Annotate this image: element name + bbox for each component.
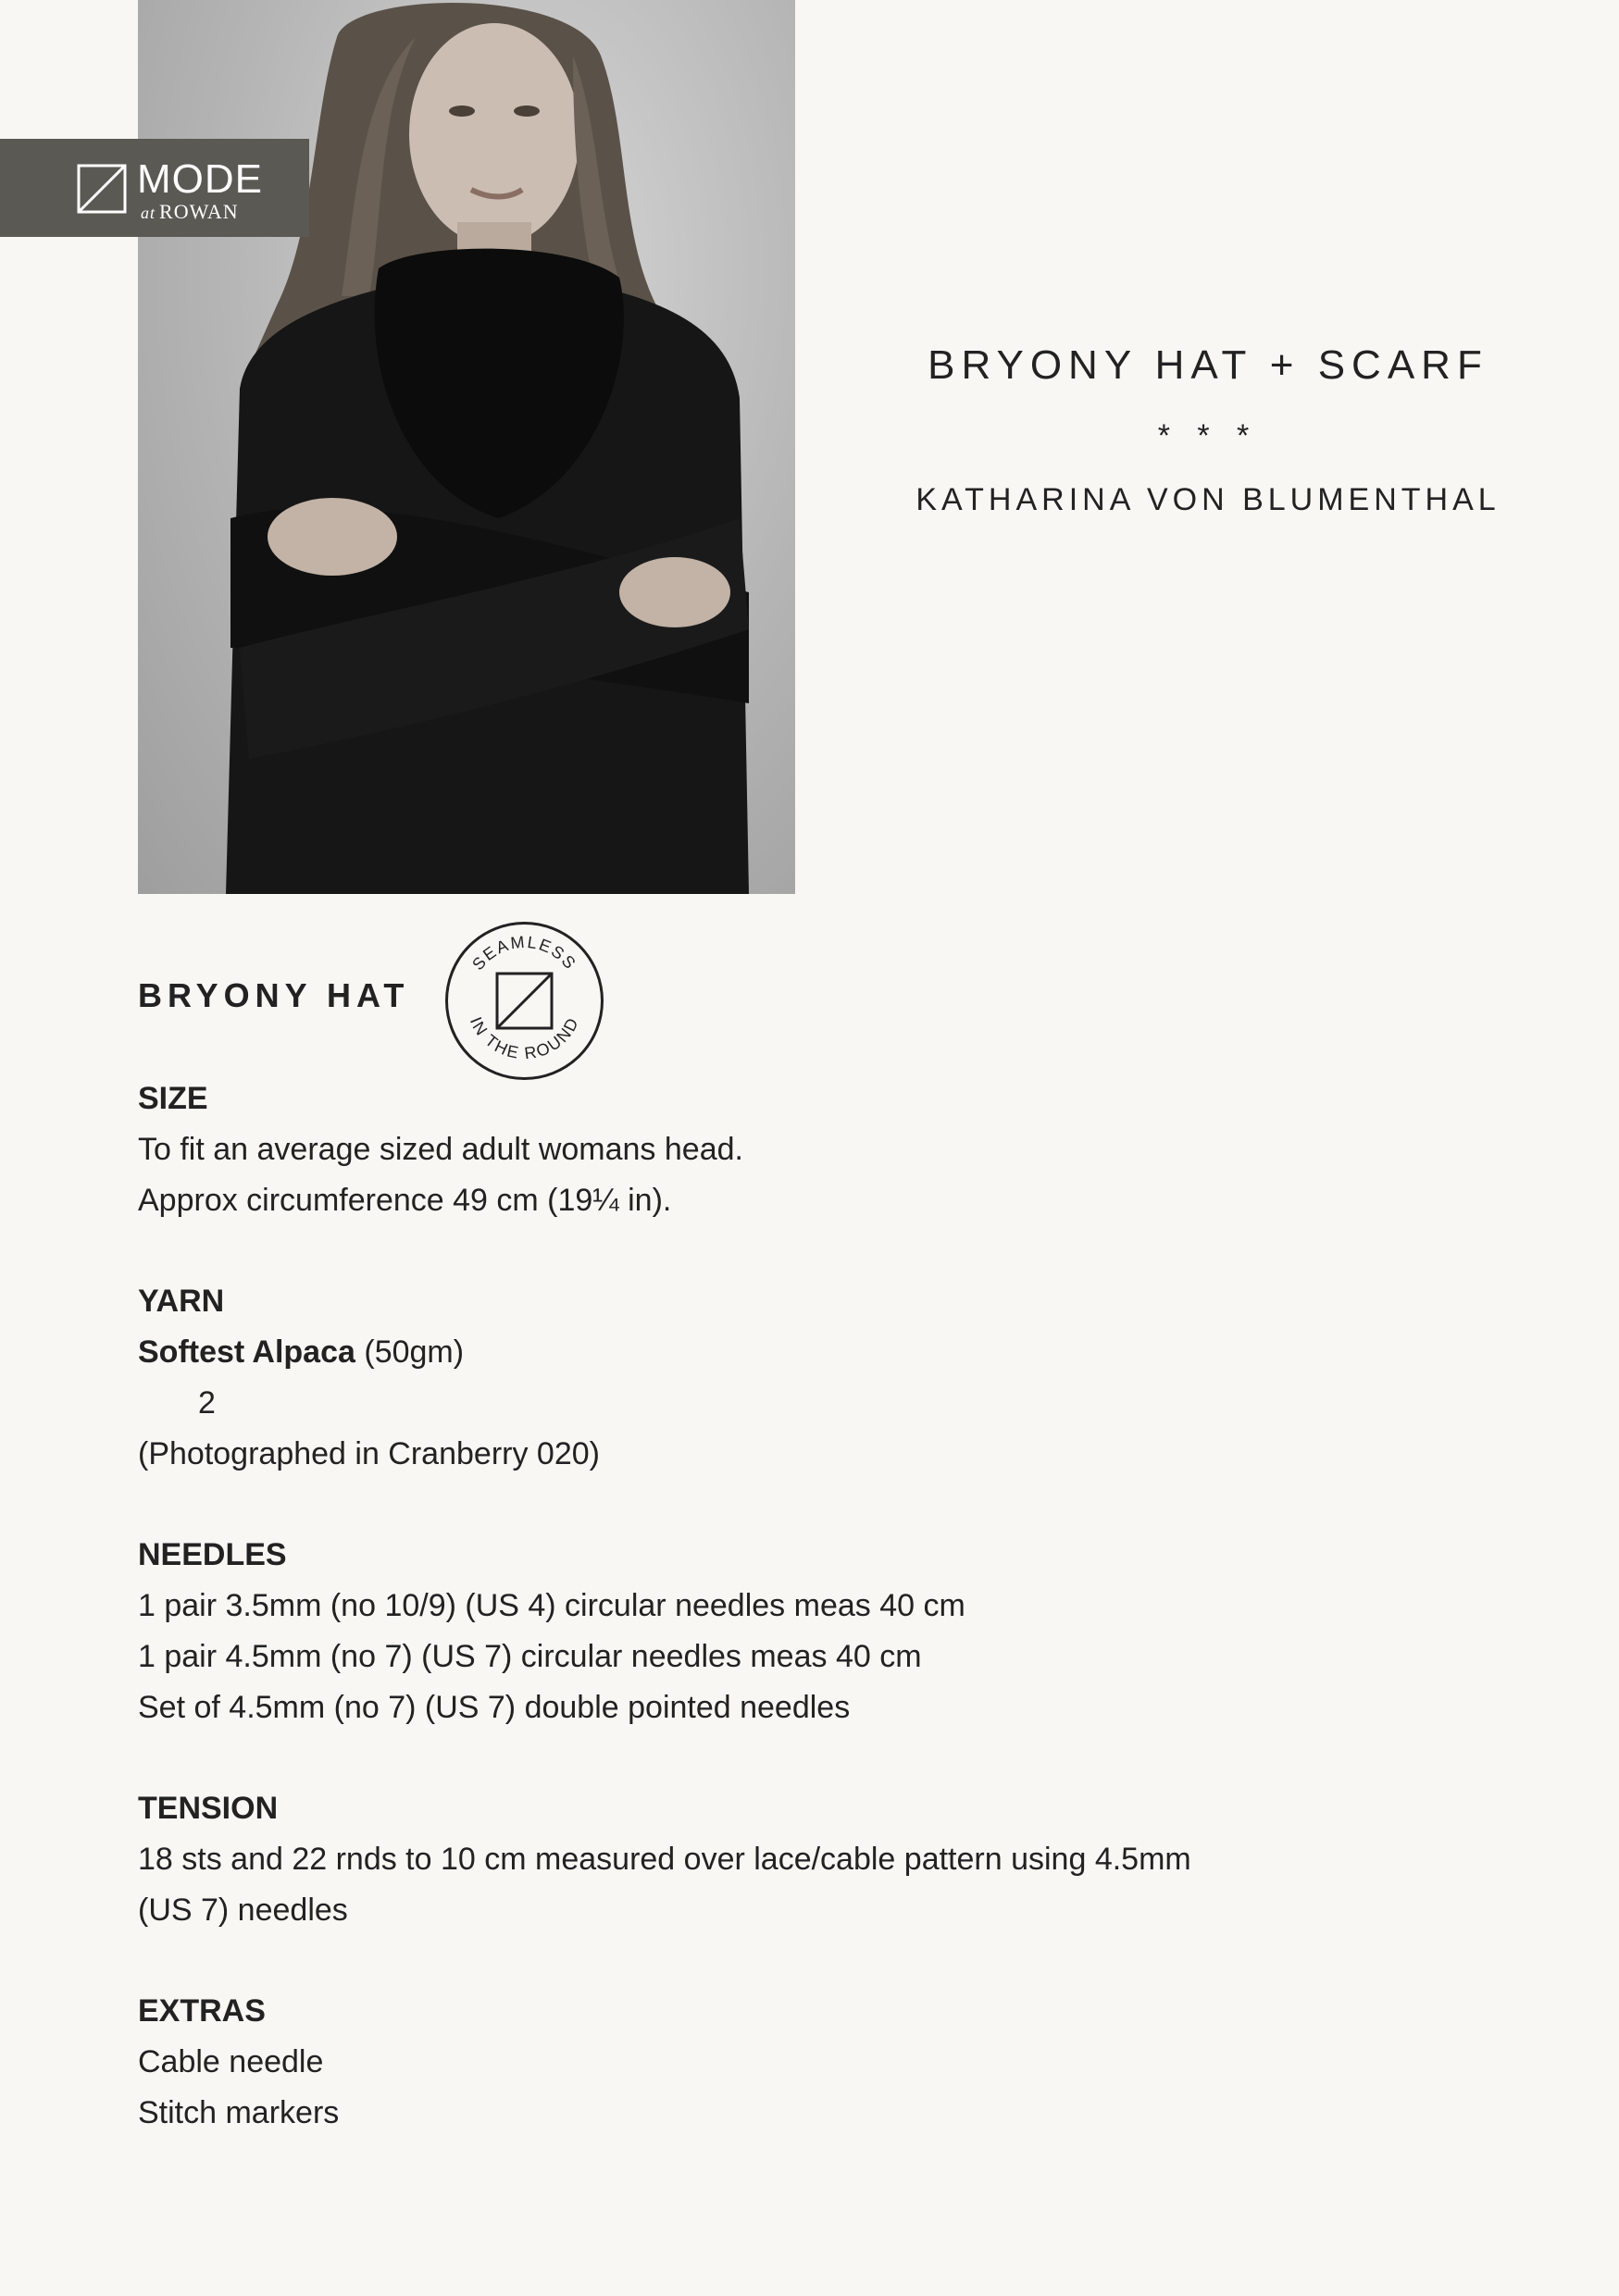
needles-line: 1 pair 3.5mm (no 10/9) (US 4) circular needles meas 40 cm [138,1588,965,1623]
mode-at-rowan-logo [0,139,309,237]
svg-text:SEAMLESS [468,933,580,974]
logo-word-mode: MODE [137,156,263,202]
svg-text:IN THE ROUND [467,1013,583,1062]
tension-heading: TENSION [138,1791,279,1826]
model-photo [138,0,795,894]
yarn-section [138,1276,1480,1480]
badge-top-text: SEAMLESS [468,932,580,974]
needles-heading: NEEDLES [138,1537,287,1572]
badge-bottom-text: IN THE ROUND [466,1013,583,1063]
pattern-details [138,1074,1480,2189]
logo-word-rowan: at ROWAN [141,200,239,223]
pattern-title: BRYONY HAT + SCARF [928,342,1488,388]
title-block [861,342,1555,518]
yarn-name: Softest Alpaca [138,1334,355,1370]
title-separator: * * * [1157,418,1259,453]
yarn-count: 2 [198,1385,216,1421]
tension-line: 18 sts and 22 rnds to 10 cm measured over lace/cable pattern using 4.5mm [138,1842,1191,1877]
needles-line: 1 pair 4.5mm (no 7) (US 7) circular needles meas 40 cm [138,1639,922,1674]
yarn-note: (Photographed in Cranberry 020) [138,1436,600,1471]
yarn-line [138,1327,1480,1378]
section-title: BRYONY HAT [138,976,410,1014]
size-section [138,1074,1480,1226]
needles-section [138,1530,1480,1733]
yarn-heading: YARN [138,1284,225,1319]
needles-line: Set of 4.5mm (no 7) (US 7) double pointed needles [138,1690,851,1725]
size-line: To fit an average sized adult womans head. [138,1132,743,1167]
extras-section [138,1986,1480,2139]
tension-line: (US 7) needles [138,1893,348,1928]
size-line: Approx circumference 49 cm (19¼ in). [138,1183,672,1218]
square-diagonal-icon [77,164,127,214]
extras-heading: EXTRAS [138,1993,266,2029]
size-heading: SIZE [138,1081,208,1116]
designer-name: KATHARINA VON BLUMENTHAL [915,482,1501,517]
yarn-weight: (50gm) [355,1334,465,1370]
extras-line: Stitch markers [138,2095,340,2130]
extras-line: Cable needle [138,2044,324,2079]
seamless-in-the-round-badge [443,920,605,1082]
tension-section [138,1783,1480,1936]
